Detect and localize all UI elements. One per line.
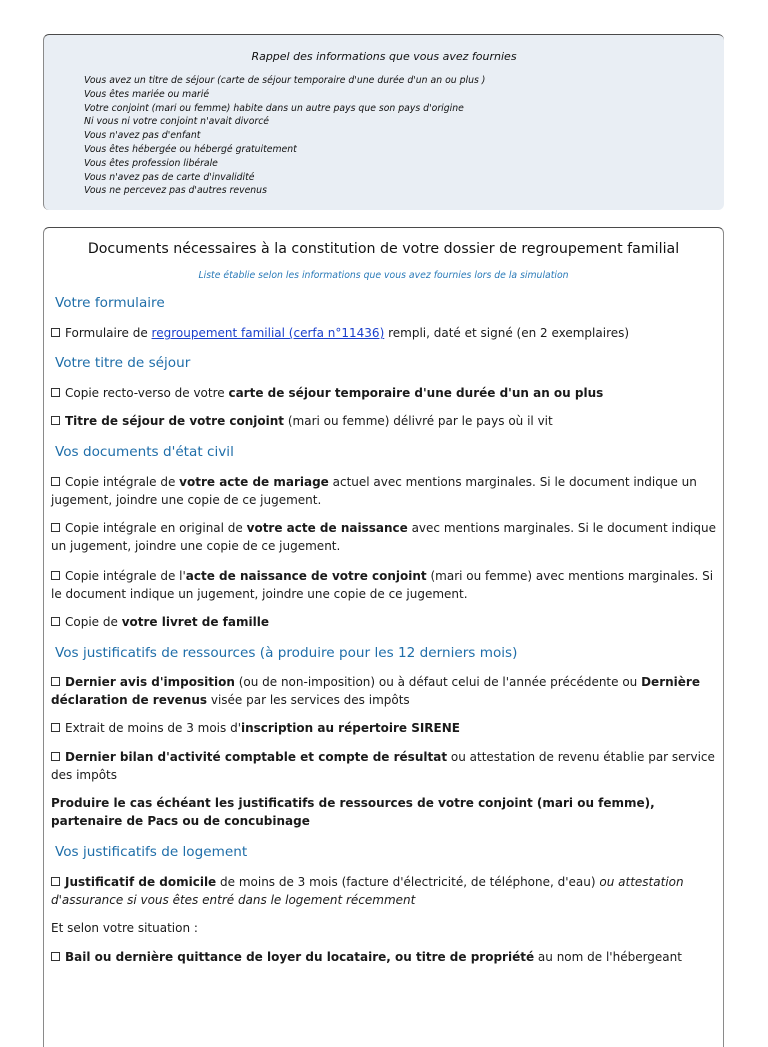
section-etat-civil: Vos documents d'état civil <box>55 444 234 460</box>
item-sirene: Extrait de moins de 3 mois d'inscription au répertoire SIRENE <box>51 720 719 738</box>
recap-line: Vous n'avez pas d'enfant <box>84 130 201 142</box>
checkbox[interactable] <box>51 677 60 686</box>
recap-line: Ni vous ni votre conjoint n'avait divorcé <box>84 116 270 128</box>
checkbox[interactable] <box>51 952 60 961</box>
documents-title: Documents nécessaires à la constitution de votre dossier de regroupement familial <box>87 241 680 257</box>
recap-line: Vous êtes profession libérale <box>84 157 218 169</box>
recap-line: Vous avez un titre de séjour (carte de séjour temporaire d'une durée d'un an ou plus ) <box>84 75 486 86</box>
item-carte-sejour: Copie recto-verso de votre carte de séjour temporaire d'une durée d'un an ou plus <box>51 385 719 403</box>
recap-line: Vous êtes mariée ou marié <box>84 88 210 100</box>
checkbox[interactable] <box>51 328 60 337</box>
recap-line: Votre conjoint (mari ou femme) habite dans un autre pays que son pays d'origine <box>84 102 464 114</box>
item-selon-situation: Et selon votre situation : <box>51 921 198 935</box>
checkbox[interactable] <box>51 523 60 532</box>
item-acte-naissance-conjoint: Copie intégrale de l'acte de naissance de votre conjoint (mari ou femme) avec mentions marginales. Si le document indique un jugement, joindre une copie de ce jugement. <box>51 569 714 601</box>
checkbox[interactable] <box>51 752 60 761</box>
section-ressources: Vos justificatifs de ressources (à produire pour les 12 derniers mois) <box>55 645 518 661</box>
checkbox[interactable] <box>51 877 60 886</box>
checkbox[interactable] <box>51 477 60 486</box>
section-logement: Vos justificatifs de logement <box>55 844 248 860</box>
item-conjoint-ressources: Produire le cas échéant les justificatifs de ressources de votre conjoint (mari ou femme), partenaire de Pacs ou de concubinage <box>51 796 655 828</box>
checkbox[interactable] <box>51 617 60 626</box>
recap-line: Vous êtes hébergée ou hébergé gratuitement <box>84 143 297 155</box>
item-bail: Bail ou dernière quittance de loyer du locataire, ou titre de propriété au nom de l'hébergeant <box>51 949 719 967</box>
recap-line: Vous n'avez pas de carte d'invalidité <box>84 171 255 183</box>
section-formulaire: Votre formulaire <box>55 295 165 311</box>
item-acte-mariage: Copie intégrale de votre acte de mariage actuel avec mentions marginales. Si le document indique un jugement, joindre une copie de ce jugement. <box>51 475 697 507</box>
item-titre-conjoint: Titre de séjour de votre conjoint (mari ou femme) délivré par le pays où il vit <box>51 413 719 431</box>
item-formulaire: Formulaire de regroupement familial (cerfa n°11436) rempli, daté et signé (en 2 exemplaires) <box>51 325 719 343</box>
checkbox[interactable] <box>51 388 60 397</box>
item-bilan: Dernier bilan d'activité comptable et compte de résultat ou attestation de revenu établie par service des impôts <box>51 750 715 782</box>
cerfa-link[interactable]: regroupement familial (cerfa n°11436) <box>151 326 385 340</box>
checkbox[interactable] <box>51 416 60 425</box>
recap-title: Rappel des informations que vous avez fournies <box>251 50 517 63</box>
checkbox[interactable] <box>51 571 60 580</box>
checkbox[interactable] <box>51 723 60 732</box>
recap-panel <box>43 34 724 210</box>
documents-panel <box>43 227 724 1047</box>
item-avis-imposition: Dernier avis d'imposition (ou de non-imposition) ou à défaut celui de l'année précédente ou Dernière déclaration de revenus visée par les services des impôts <box>51 675 700 707</box>
item-acte-naissance: Copie intégrale en original de votre acte de naissance avec mentions marginales. Si le document indique un jugement, joindre une copie de ce jugement. <box>51 521 716 553</box>
section-titre-sejour: Votre titre de séjour <box>55 355 191 371</box>
item-livret-famille: Copie de votre livret de famille <box>51 614 719 632</box>
item-domicile: Justificatif de domicile de moins de 3 mois (facture d'électricité, de téléphone, d'eau) ou attestation d'assurance si vous êtes entré dans le logement récemment <box>51 875 684 907</box>
documents-subtitle: Liste établie selon les informations que vous avez fournies lors de la simulation <box>198 270 569 281</box>
recap-list <box>84 74 485 198</box>
recap-line: Vous ne percevez pas d'autres revenus <box>84 185 267 197</box>
